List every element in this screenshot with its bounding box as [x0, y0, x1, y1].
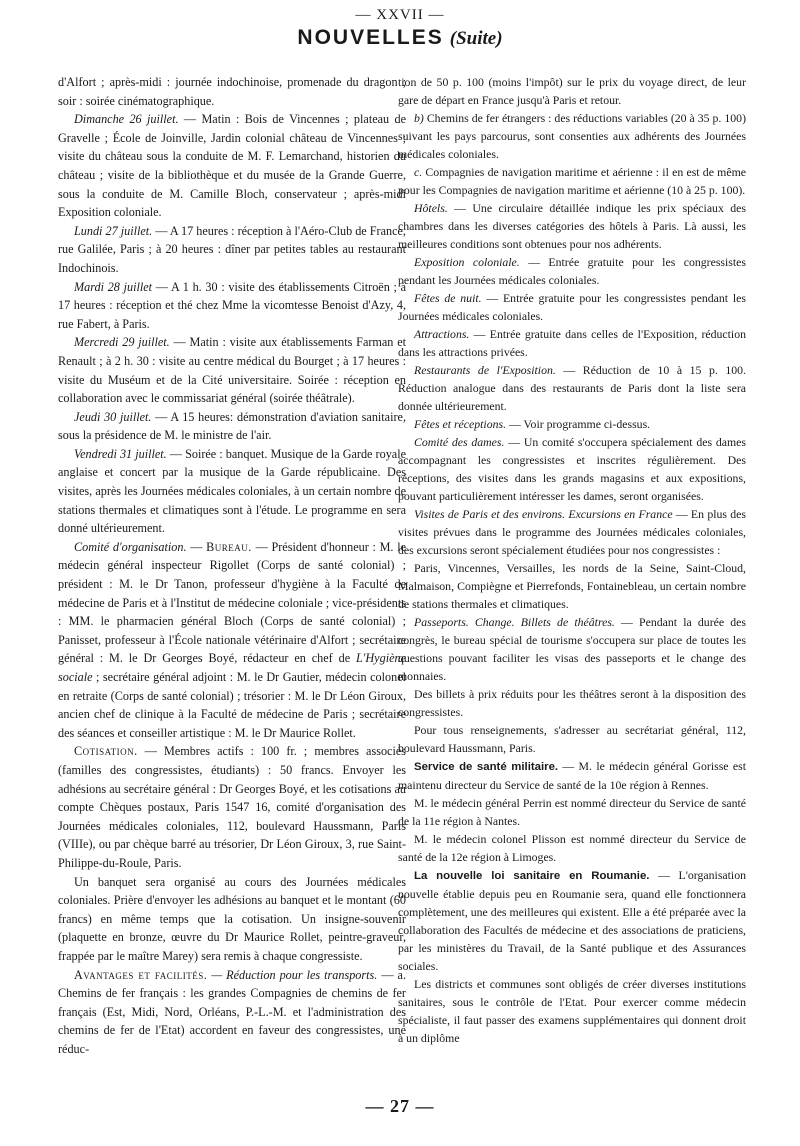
paragraph-subheading: Bureau. [206, 539, 252, 554]
right-column [398, 73, 746, 1047]
paragraph-heading: b) [414, 111, 424, 125]
paragraph-heading: Comité des dames. [414, 435, 505, 449]
paragraph [58, 333, 406, 407]
paragraph-text: ; secrétaire général adjoint : M. le Dr Gautier, médecin colonel en retraite (Corps de santé colonial) ; trésorier : M. le Dr Léon Giroux, ancien chef de clinique à la Faculté de médecine de Paris ; secrétaire des séances et conseiller artistique : M. le Dr Maurice Rollet. [58, 670, 406, 740]
paragraph-heading: Restaurants de l'Exposition. [414, 363, 556, 377]
paragraph-text: d'Alfort ; après-midi : journée indochinoise, promenade du dragon ; soir : soirée cinématographique. [58, 75, 406, 108]
paragraph [398, 721, 746, 757]
journal-title: L'Hygiène sociale [58, 651, 406, 684]
paragraph [58, 966, 406, 1059]
paragraph [58, 873, 406, 966]
paragraph [398, 794, 746, 830]
paragraph [398, 73, 746, 109]
paragraph-text: — a. Chemins de fer français : les grandes Compagnies de chemins de fer français (Est, Midi, Nord, Orléans, P.-L.-M. et l'administration des chemins de fer de l'Etat) accordent en faveur des congressistes, une réduc- [58, 967, 406, 1056]
paragraph [398, 361, 746, 415]
paragraph [398, 415, 746, 433]
page-number: — 27 — [365, 1096, 435, 1116]
dash: — [186, 539, 207, 554]
paragraph [58, 222, 406, 278]
paragraph [398, 199, 746, 253]
left-column [58, 73, 406, 1058]
paragraph-heading: Comité d'organisation. [74, 539, 187, 554]
paragraph-text: — L'organisation nouvelle établie depuis peu en Roumanie sera, quand elle fonctionnera complètement, une des meilleures qui existent. Elle a été préparée avec la collaboration des Facultés de médecine et des associations de praticiens, par les ministères du Travail, de la Santé publique et des Assurances sociales. [398, 868, 746, 973]
paragraph-heading: Hôtels. [414, 201, 448, 215]
paragraph [398, 559, 746, 613]
paragraph-heading: La nouvelle loi sanitaire en Roumanie. [414, 870, 650, 882]
paragraph [398, 109, 746, 163]
paragraph-text: Des billets à prix réduits pour les théâtres seront à la disposition des congressistes. [398, 687, 746, 719]
paragraph-text: Les districts et communes sont obligés de créer diverses institutions sanitaires, sous le contrôle de l'Etat. Pour exercer comme médecin spécialiste, il faut passer des examens supplémentaires qui donnent droit à un diplôme [398, 977, 746, 1045]
paragraph [58, 278, 406, 334]
paragraph-text: — A 17 heures : réception à l'Aéro-Club de France, rue Galilée, Paris ; à 20 heures : dîner par petites tables au restaurant Indochinois. [58, 223, 406, 275]
paragraph [398, 289, 746, 325]
paragraph-text: — Réduction de 10 à 15 p. 100. Réduction analogue dans des restaurants de Paris dont la liste sera donnée ultérieurement. [398, 363, 747, 413]
roman-page-number: — XXVII — [355, 7, 445, 23]
paragraph-heading: Mercredi 29 juillet. [74, 335, 170, 350]
paragraph-text: M. le médecin général Perrin est nommé directeur du Service de santé de la 11e région à Nantes. [398, 796, 746, 828]
paragraph-heading: Attractions. [414, 327, 470, 341]
section-title [0, 26, 800, 51]
paragraph-text: — Entrée gratuite pour les congressistes pendant les Journées médicales coloniales. [398, 291, 746, 323]
title-suite: (Suite) [449, 28, 503, 49]
paragraph-text: — Entrée gratuite dans celles de l'Exposition, réduction dans les attractions privées. [398, 327, 746, 359]
paragraph [58, 538, 406, 743]
paragraph-text: — M. le médecin général Gorisse est maintenu directeur du Service de santé de la 10e région à Rennes. [398, 759, 746, 792]
title-text: NOUVELLES [297, 26, 444, 49]
paragraph-text: — A 15 heures: démonstration d'aviation sanitaire, sous la présidence de M. le ministre de l'air. [58, 409, 406, 443]
paragraph [398, 757, 746, 794]
paragraph-heading: Fêtes de nuit. [414, 291, 482, 305]
paragraph-heading: Visites de Paris et des environs. Excursions en France [414, 507, 673, 521]
paragraph [398, 975, 746, 1047]
paragraph-subheading: — Réduction pour les transports. [207, 967, 378, 982]
paragraph-text: — Président d'honneur : M. le médecin général inspecteur Rigollet (Corps de santé colonial) ; président : M. le Dr Tanon, professeur d'hygiène à la Faculté de médecine de Paris et à l'Institut de médecine coloniale ; vice-présidents : MM. le pharmacien général Bloch (Corps de santé colonial) ; Panisset, professeur à l'École nationale vétérinaire d'Alfort ; secrétaire général : M. le Dr Georges Boyé, rédacteur en chef de [58, 539, 406, 666]
paragraph-heading: Avantages et facilités. [74, 967, 208, 982]
paragraph [58, 445, 406, 538]
paragraph-heading: Mardi 28 juillet [74, 279, 153, 294]
paragraph-text: Compagnies de navigation maritime et aérienne : il en est de même pour les Compagnies de navigation maritime et aérienne (10 à 25 p. 100). [398, 165, 746, 197]
paragraph [398, 613, 746, 685]
paragraph [58, 408, 406, 445]
paragraph-text: tion de 50 p. 100 (moins l'impôt) sur le prix du voyage direct, de leur gare de départ en France jusqu'à Paris et retour. [398, 75, 746, 107]
paragraph [398, 433, 746, 505]
paragraph-heading: Jeudi 30 juillet. [74, 409, 152, 424]
page-header [0, 4, 800, 51]
paragraph [58, 73, 406, 110]
paragraph [398, 866, 746, 975]
paragraph [398, 830, 746, 866]
paragraph-heading: c. [414, 165, 423, 179]
paragraph-heading: Cotisation. [74, 744, 138, 759]
paragraph-text: M. le médecin colonel Plisson est nommé directeur du Service de santé de la 12e région à Limoges. [398, 832, 746, 864]
paragraph-text: — Voir programme ci-dessus. [506, 417, 651, 431]
paragraph-text: — Pendant la durée des congrès, le bureau spécial de tourisme s'occupera sur place de toutes les questions pouvant faciliter les visas des passeports et le change des monnaies. [398, 615, 746, 683]
paragraph-text: Un banquet sera organisé au cours des Journées médicales coloniales. Prière d'envoyer les adhésions au banquet et le montant (60 francs) en même temps que la cotisation. Un insigne-souvenir (plaquette en bronze, œuvre du Dr Maurice Rollet, peintre-graveur, frappée par le maître Marey) sera remis à chaque congressiste. [58, 874, 406, 963]
paragraph-text: Pour tous renseignements, s'adresser au secrétariat général, 112, boulevard Haussmann, Paris. [398, 723, 746, 755]
paragraph-text: — Membres actifs : 100 fr. ; membres associés (familles des congressistes, étudiants) : 50 francs. Envoyer les adhésions au secrétaire général : Dr Georges Boyé, et les cotisations au compte Chèques postaux, Paris 1547 16, comité d'organisation des Journées médicales coloniales, 112, boulevard Haussmann, Paris (VIIIe), ou par chèque barré au trésorier, Dr Léon Giroux, 3, rue Saint-Philippe-du-Roule, Paris. [58, 744, 406, 870]
paragraph [398, 685, 746, 721]
paragraph-text: Chemins de fer étrangers : des réductions variables (20 à 35 p. 100) suivant les pays parcourus, sont consenties aux adhérents des Journées médicales coloniales. [398, 111, 746, 161]
paragraph-text: — Une circulaire détaillée indique les prix spéciaux des chambres dans les diverses catégories des hôtels à Paris. Là aussi, les meilleures conditions sont obtenues pour nos adhérents. [398, 201, 746, 251]
paragraph-heading: Service de santé militaire. [414, 761, 559, 773]
paragraph-heading: Vendredi 31 juillet. [74, 446, 167, 461]
paragraph-text: — Soirée : banquet. Musique de la Garde royale anglaise et concert par la musique de la Garde républicaine. Des visites, après les Journées médicales coloniales, à un certain nombre de stations thermales et climatiques sont à l'étude. Le programme en sera donné ultérieurement. [58, 446, 406, 536]
paragraph-text: — En plus des visites prévues dans le programme des Journées médicales coloniales, des excursions seront spécialement étudiées pour nos congressistes : [398, 507, 746, 557]
paragraph-text: — A 1 h. 30 : visite des établissements Citroën ; à 17 heures : réception et thé chez Mme la vicomtesse Benoist d'Azy, 4, rue Fabert, à Paris. [58, 279, 407, 331]
paragraph-text: Paris, Vincennes, Versailles, les nords de la Seine, Saint-Cloud, Malmaison, Compiègne et Pierrefonds, Fontainebleau, un certain nombre de stations thermales et climatiques. [398, 561, 746, 611]
paragraph [398, 325, 746, 361]
paragraph [398, 163, 746, 199]
paragraph [398, 253, 746, 289]
paragraph-text: — Matin : Bois de Vincennes ; plateau de Gravelle ; École de Joinville, Jardin colonial château de Vincennes ; visite du château sous la conduite de M. F. Lemarchand, historien du château ; visite de la bibliothèque et du musée de la Grande Guerre, sous la conduite de M. Camille Bloch, conservateur ; après-midi Exposition coloniale. [58, 112, 406, 220]
paragraph [58, 110, 406, 222]
paragraph-heading: Dimanche 26 juillet. [74, 112, 179, 127]
paragraph-text: — Un comité s'occupera spécialement des dames accompagnant les congressistes et inscrites régulièrement. Des réceptions, des visites dans les grands magasins et aux expositions, pouvant particulièrement intéresser les dames, seront organisées. [398, 435, 746, 503]
paragraph-heading: Fêtes et réceptions. [414, 417, 507, 431]
paragraph-text: — Matin : visite aux établissements Farman et Renault ; à 2 h. 30 : visite au centre médical du Bourget ; à 17 heures : visite du Muséum et de la Cité universitaire. Soirée : réception en collaboration avec le commissariat général (soirée théâtrale). [58, 335, 406, 406]
paragraph [58, 742, 406, 872]
paragraph-heading: Passeports. Change. Billets de théâtres. [414, 615, 615, 629]
paragraph-heading: Exposition coloniale. [414, 255, 520, 269]
paragraph [398, 505, 746, 559]
paragraph-heading: Lundi 27 juillet. [74, 223, 153, 238]
paragraph-text: — Entrée gratuite pour les congressistes pendant les Journées médicales coloniales. [398, 255, 746, 287]
